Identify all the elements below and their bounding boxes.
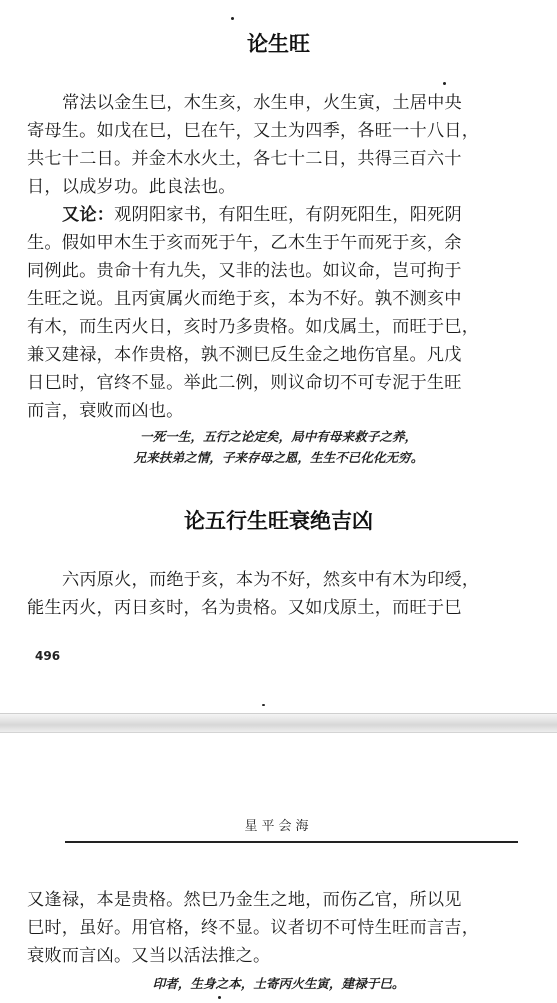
header-rule [65,841,518,843]
chapter-title: 论生旺 [247,32,310,56]
verse-line: 兄来扶弟之情，子来存母之恩，生生不已化化无穷。 [133,450,424,465]
ink-speck [218,996,221,999]
text-line: 衰败而言凶。又当以活法推之。 [27,946,271,966]
text-line: 日，以成岁功。此良法也。 [27,177,236,197]
page-separator [0,713,557,733]
text-line: 日巳时，官终不显。举此二例，则议命切不可专泥于生旺 [27,373,462,393]
ink-speck [443,82,446,85]
text-line: 寄母生。如戊在巳，巳在午，又土为四季，各旺一十八日， [27,121,480,141]
book-page-lower [0,733,557,1003]
text-line: 六丙原火，而绝于亥，本为不好，然亥中有木为印绶， [62,570,480,590]
section-title: 论五行生旺衰绝吉凶 [184,509,373,533]
running-header: 星平会海 [244,819,313,834]
text-line: 又逢禄，本是贵格。然巳乃金生之地，而伤乙官，所以见 [27,890,462,910]
text-line: 同例此。贵命十有九失，又非的法也。如议命，岂可拘于 [27,261,462,281]
text-line: 而言，衰败而凶也。 [27,401,184,421]
text-line: 能生丙火，丙日亥时，名为贵格。又如戊原土，而旺于巳 [27,598,462,618]
page-number: 496 [35,649,61,663]
text-line: 常法以金生巳，木生亥，水生申，火生寅，土居中央 [62,93,462,113]
text-line: 兼又建禄，本作贵格，孰不测巳反生金之地伤官星。凡戊 [27,345,462,365]
ink-speck [231,17,234,20]
text-line: 生旺之说。且丙寅属火而绝于亥，本为不好。孰不测亥中 [27,289,462,309]
verse-line: 印者，生身之本，土寄丙火生寅，建禄于巳。 [152,976,405,991]
verse-line: 一死一生，五行之论定矣，局中有母来救子之养， [139,429,418,444]
text-line-rest: 观阴阳家书，有阳生旺，有阴死阳生，阳死阴 [114,205,462,225]
paragraph-lead: 又论： [62,205,115,225]
text-line: 共七十二日。并金木水火土，各七十二日，共得三百六十 [27,149,462,169]
ink-speck [262,704,265,706]
text-line [62,203,537,227]
text-line: 巳时，虽好。用官格，终不显。议者切不可恃生旺而言吉， [27,918,480,938]
text-line: 有木，而生丙火日，亥时乃多贵格。如戊属土，而旺于巳， [27,317,480,337]
text-line: 生。假如甲木生于亥而死于午，乙木生于午而死于亥，余 [27,233,462,253]
